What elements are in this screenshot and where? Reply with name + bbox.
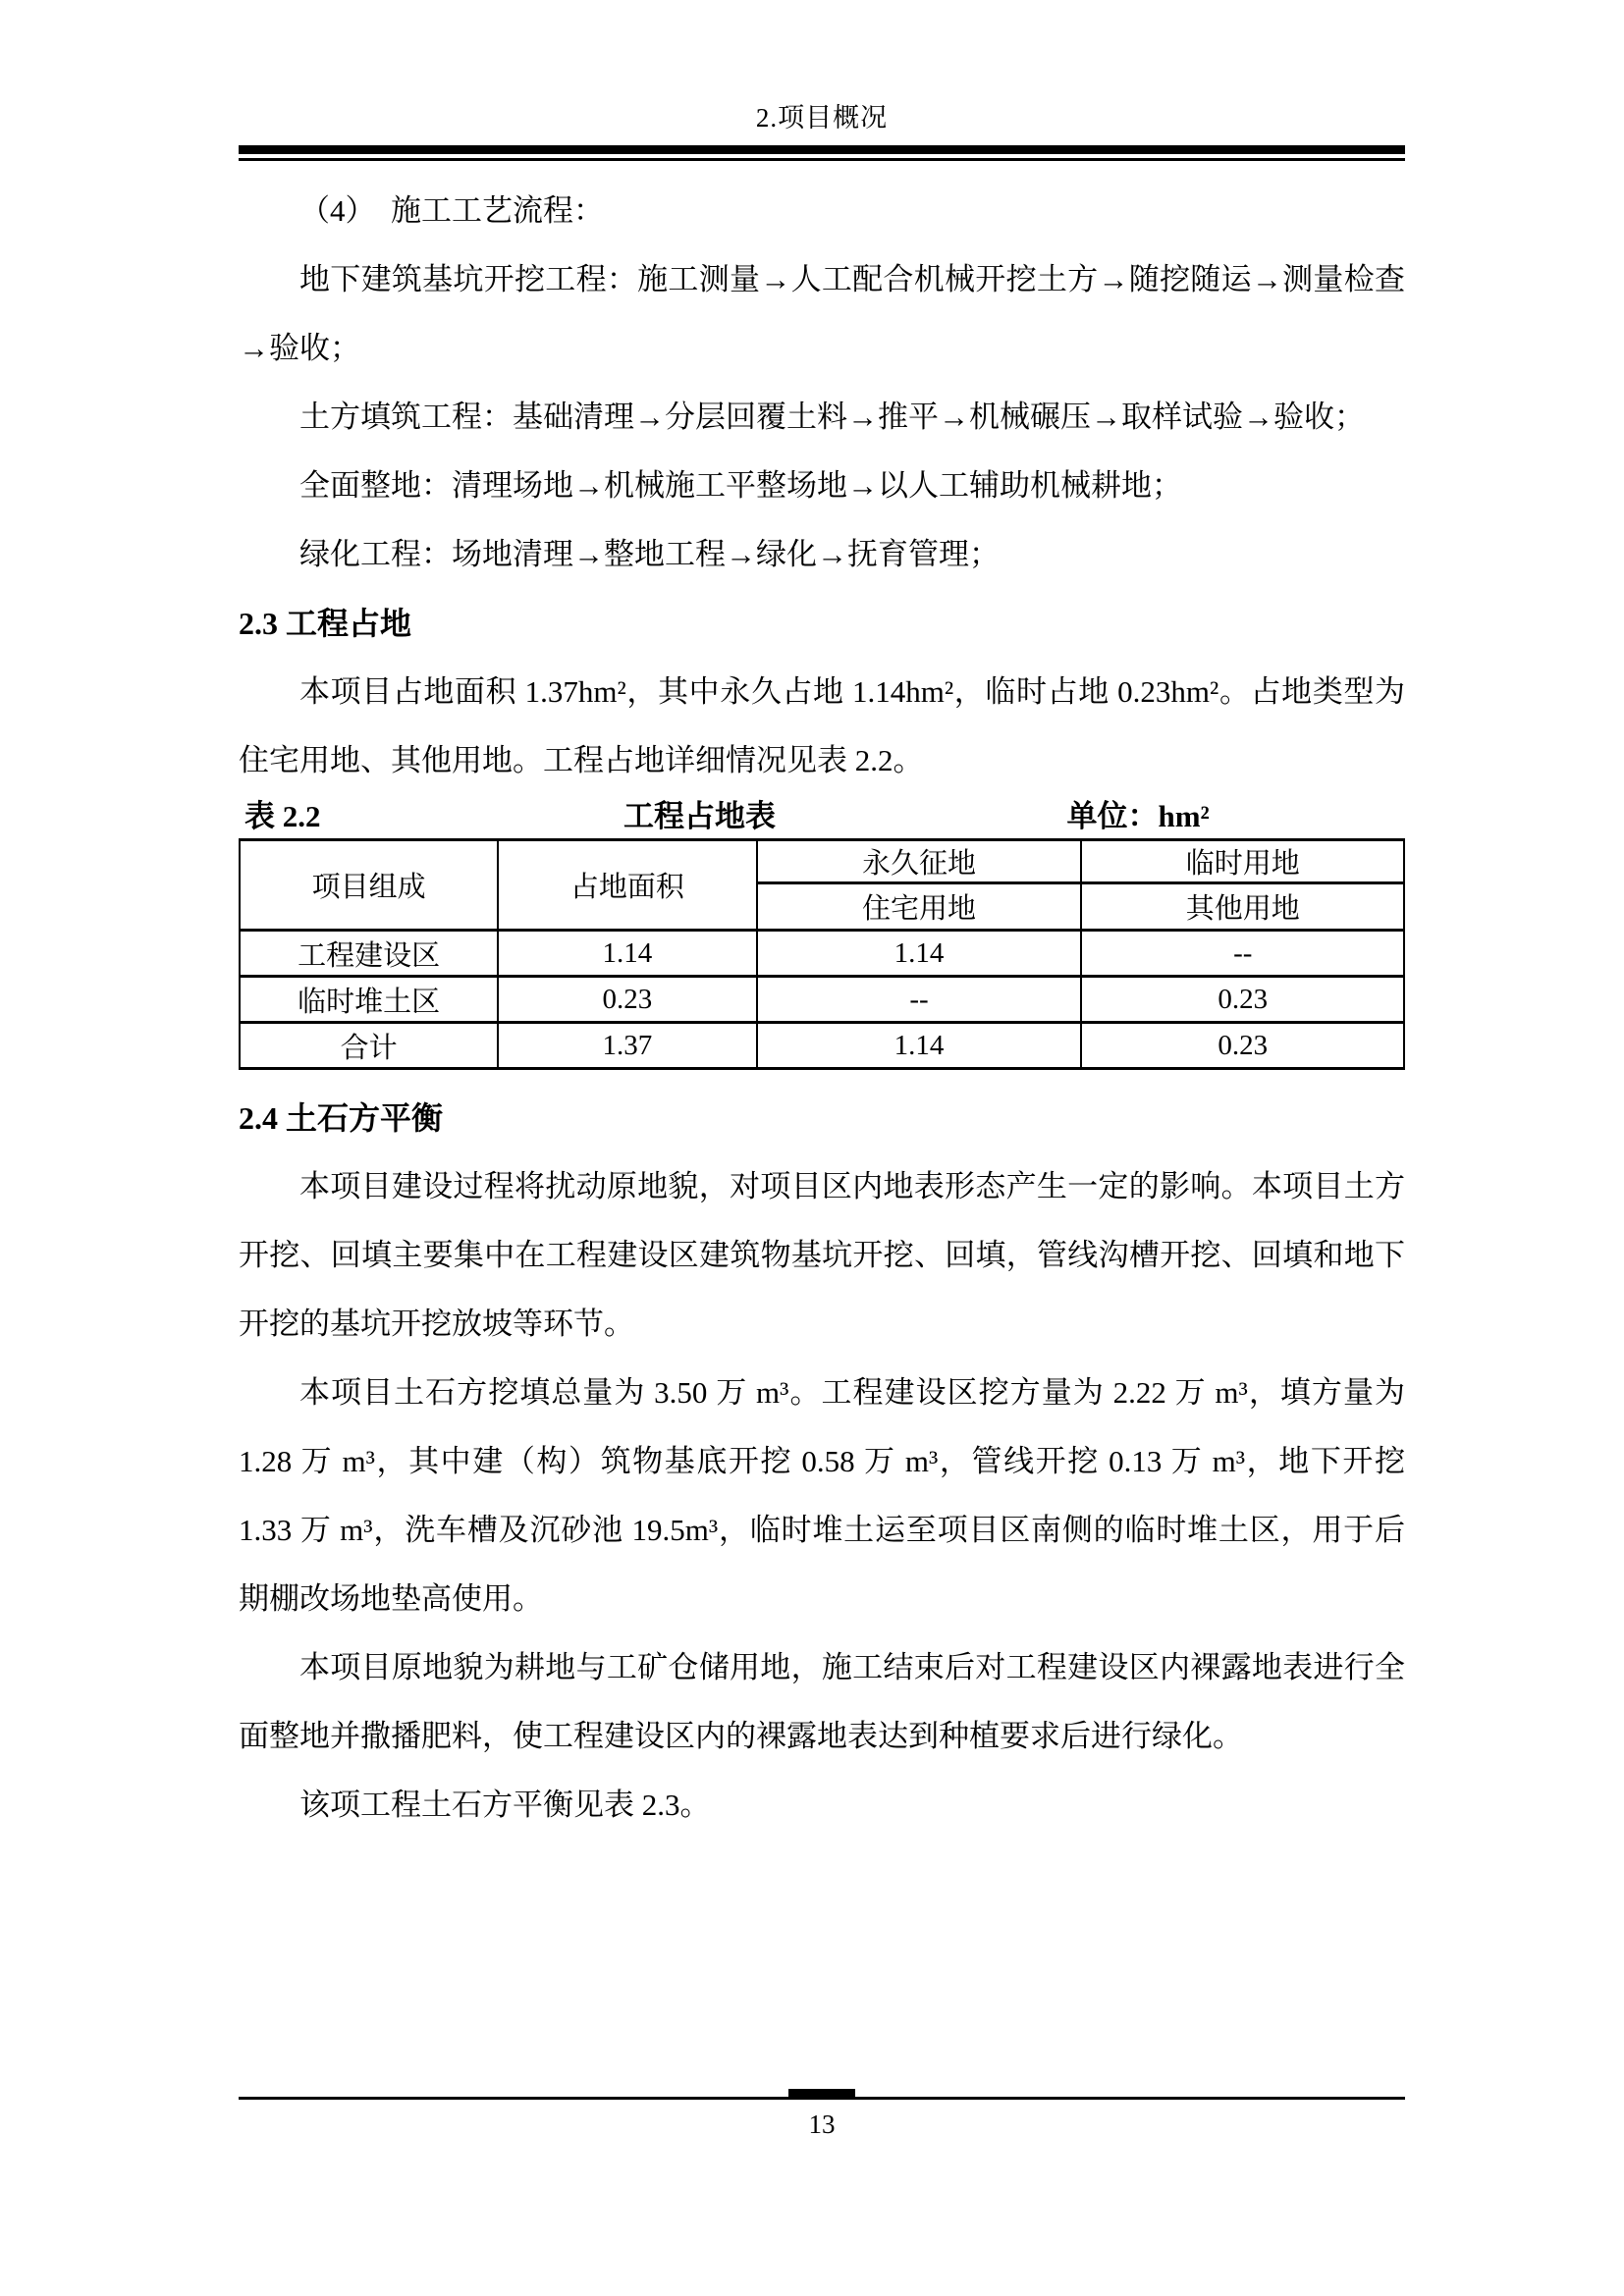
table-row-stockpile-zone: [240, 977, 1404, 1023]
para-site-leveling: 全面整地：清理场地→机械施工平整场地→以人工辅助机械耕地；: [299, 468, 1182, 503]
table-cell-name: 工程建设区: [240, 931, 498, 977]
table-cell-temporary: 0.23: [1081, 977, 1404, 1023]
table-header-row-1: [240, 840, 1404, 883]
para-construction-process-title: （4） 施工工艺流程：: [299, 193, 604, 228]
para-terrain-disturbance: 本项目建设过程将扰动原地貌，对项目区内地表形态产生一定的影响。本项目土方开挖、回填主要集中在工程建设区建筑物基坑开挖、回填，管线沟槽开挖、回填和地下开挖的基坑开挖放坡等环节。: [239, 1169, 1405, 1341]
document-header: [239, 102, 1405, 161]
table-cell-name: 临时堆土区: [240, 977, 498, 1023]
page-number: 13: [808, 2109, 836, 2139]
page-content: [239, 0, 1405, 1840]
table-header-occupied-area: 占地面积: [498, 840, 756, 931]
para-earth-filling: 土方填筑工程：基础清理→分层回覆土料→推平→机械碾压→取样试验→验收；: [299, 400, 1365, 434]
footer-center-bar: [788, 2089, 855, 2097]
para-earthwork-volume: 本项目土石方挖填总量为 3.50 万 m³。工程建设区挖方量为 2.22 万 m³，填方量为 1.28 万 m³，其中建（构）筑物基底开挖 0.58 万 m³，管线开挖 0.13 万 m³，地下开挖 1.33 万 m³，洗车槽及沉砂池 19.5m³，临时堆土运至项目区南侧的临时堆土区，用于后期棚改场地垫高使用。: [239, 1375, 1405, 1616]
table-cell-area: 0.23: [498, 977, 756, 1023]
table-caption-title: 工程占地表: [623, 799, 777, 833]
table-row-total: [240, 1023, 1404, 1069]
table-cell-area: 1.37: [498, 1023, 756, 1069]
table-cell-permanent: --: [757, 977, 1082, 1023]
table-header-temporary-land: 临时用地: [1081, 840, 1404, 883]
para-greening: 绿化工程：场地清理→整地工程→绿化→抚育管理；: [299, 537, 1000, 571]
document-body: [239, 177, 1405, 1840]
running-head-title: 2.项目概况: [755, 103, 889, 133]
table-cell-permanent: 1.14: [757, 1023, 1082, 1069]
header-divider-thick-line: [239, 145, 1405, 154]
table-caption-label: 表 2.2: [244, 799, 321, 833]
table-cell-area: 1.14: [498, 931, 756, 977]
header-divider: [239, 145, 1405, 161]
para-original-landform: 本项目原地貌为耕地与工矿仓储用地，施工结束后对工程建设区内裸露地表进行全面整地并撒播肥料，使工程建设区内的裸露地表达到种植要求后进行绿化。: [239, 1650, 1405, 1753]
para-balance-reference: 该项工程土石方平衡见表 2.3。: [299, 1788, 711, 1822]
page-footer: [239, 2089, 1405, 2139]
table-header-permanent-land: 永久征地: [757, 840, 1082, 883]
para-land-occupation: 本项目占地面积 1.37hm²，其中永久占地 1.14hm²，临时占地 0.23hm²。占地类型为住宅用地、其他用地。工程占地详细情况见表 2.2。: [239, 674, 1405, 777]
table-caption: [239, 795, 1405, 838]
table-header-project-composition: 项目组成: [240, 840, 498, 931]
footer-divider: [239, 2097, 1405, 2100]
table-cell-name: 合计: [240, 1023, 498, 1069]
section-heading-2-3: 2.3 工程占地: [239, 606, 412, 641]
table-header-residential-land: 住宅用地: [757, 883, 1082, 931]
para-pit-excavation: 地下建筑基坑开挖工程：施工测量→人工配合机械开挖土方→随挖随运→测量检查→验收；: [239, 262, 1405, 365]
section-heading-2-4: 2.4 土石方平衡: [239, 1100, 444, 1136]
table-row-construction-zone: [240, 931, 1404, 977]
table-caption-unit: 单位：hm²: [1066, 799, 1210, 833]
table-cell-temporary: 0.23: [1081, 1023, 1404, 1069]
land-occupation-table: [239, 838, 1405, 1070]
table-cell-temporary: --: [1081, 931, 1404, 977]
header-divider-thin-line: [239, 158, 1405, 161]
table-cell-permanent: 1.14: [757, 931, 1082, 977]
table-header-other-land: 其他用地: [1081, 883, 1404, 931]
